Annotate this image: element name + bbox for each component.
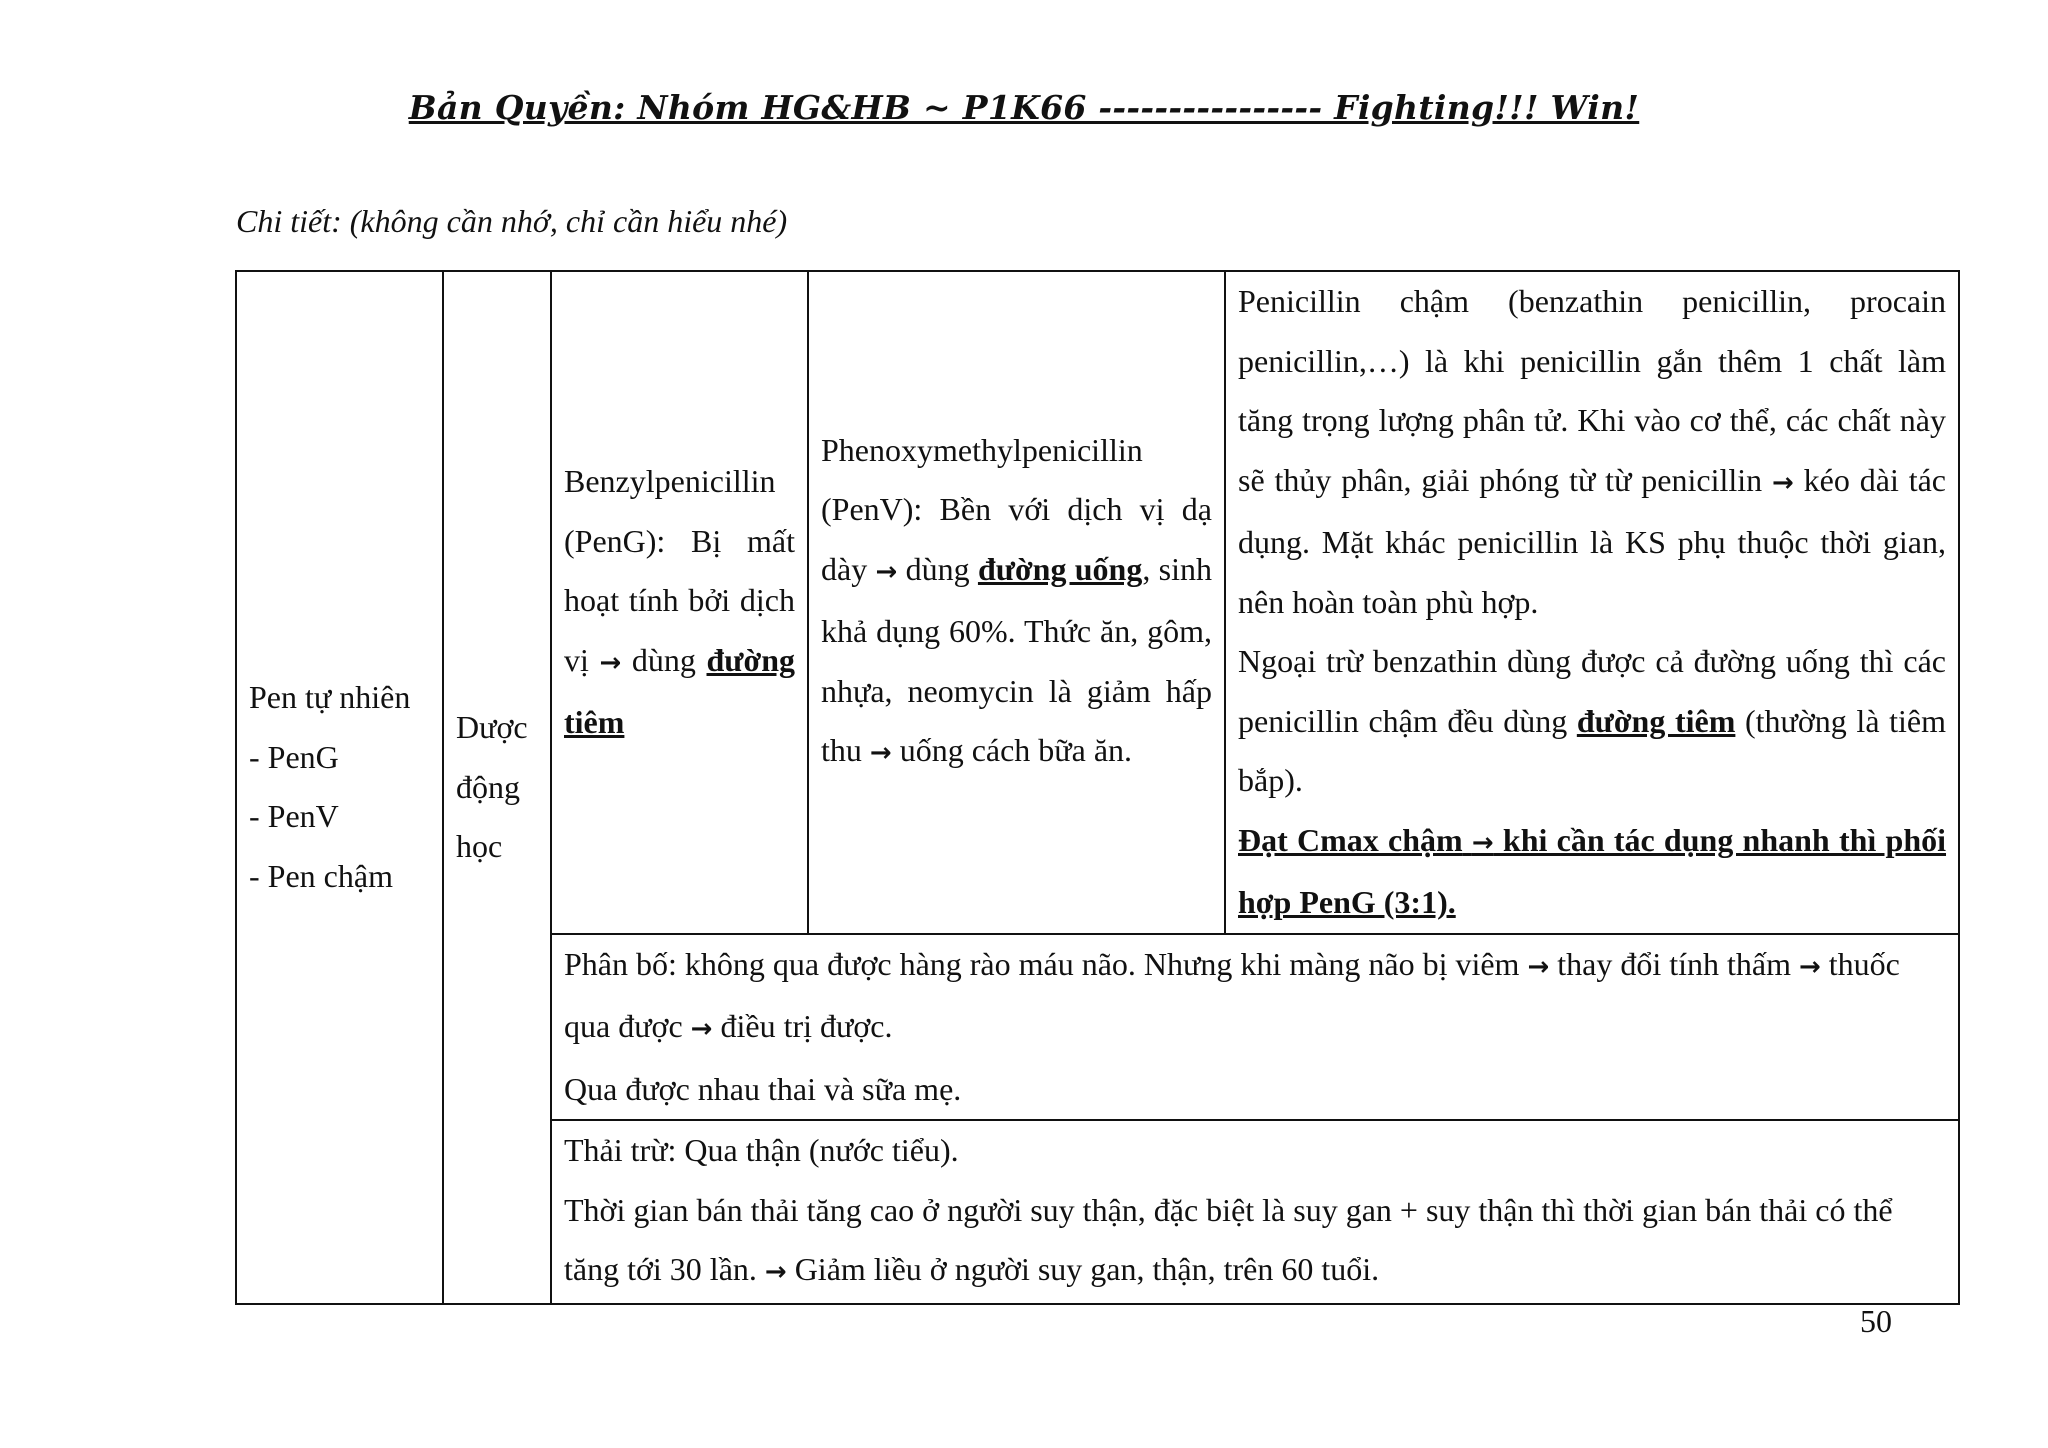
arrow-icon: →: [599, 647, 622, 678]
slow-pen-p3a: Đạt Cmax chậm: [1238, 821, 1463, 858]
slow-pen-cell: [1225, 271, 1959, 934]
slow-pen-paragraph: [1238, 272, 1946, 632]
peng-cell: [551, 271, 808, 934]
intro-note: Chi tiết: (không cần nhớ, chỉ cần hiểu nhé): [236, 203, 788, 239]
penv-cell: [808, 271, 1225, 934]
arrow-icon: →: [1471, 827, 1494, 858]
distribution-a: Phân bố: không qua được hàng rào máu não. Nhưng khi màng não bị viêm: [564, 945, 1520, 982]
slow-pen-p2-end: (thường là tiêm bắp).: [1238, 702, 1947, 798]
slow-pen-p2-emphasis: đường tiêm: [1576, 702, 1736, 739]
slow-pen-p3b: khi cần tác dụng nhanh thì phối hợp PenG (3:1).: [1238, 821, 1947, 920]
excretion-title: Thải trừ: Qua thận (nước tiểu).: [564, 1132, 959, 1168]
drug-group-title: Pen tự nhiên: [249, 679, 411, 716]
excretion-cell: [551, 1120, 1959, 1304]
penv-text: Phenoxymethylpenicillin (PenV): Bền với dịch vị dạ dày: [821, 431, 1212, 587]
table-row: [236, 271, 1959, 934]
peng-text-after: dùng: [621, 641, 707, 678]
penv-text-after: dùng: [897, 550, 978, 587]
arrow-icon: →: [1798, 951, 1821, 982]
section-label-cell: Dược động học: [443, 271, 551, 1304]
drug-group-item: - PenG: [249, 738, 339, 775]
slow-pen-p1-end: kéo dài tác dụng. Mặt khác penicillin là KS phụ thuộc thời gian, nên hoàn toàn phù hợp.: [1238, 461, 1947, 620]
slow-pen-paragraph: [1238, 632, 1946, 811]
excretion-paragraph: [564, 1181, 1946, 1303]
arrow-icon: →: [1772, 467, 1794, 498]
peng-text: Benzylpenicillin (PenG): Bị mất hoạt tính bởi dịch vị: [564, 463, 795, 678]
arrow-icon: →: [690, 1014, 713, 1044]
page-number: 50: [1860, 1303, 1892, 1339]
distribution-cell: [551, 934, 1959, 1121]
penv-emphasis: đường uống: [977, 550, 1143, 587]
penv-text-end: uống cách bữa ăn.: [891, 732, 1133, 769]
arrow-icon: →: [1527, 951, 1550, 982]
penv-text-rest: , sinh khả dụng 60%. Thức ăn, gôm, nhựa, neomycin là giảm hấp thu: [821, 550, 1213, 769]
excretion-c: Giảm liều ở người suy gan, thận, trên 60 tuổi.: [786, 1251, 1380, 1287]
drug-group-item: - Pen chậm: [249, 857, 393, 894]
page-header: Bản Quyền: Nhóm HG&HB ~ P1K66 ---------------- Fighting!!! Win!: [408, 88, 1640, 127]
distribution-c: thuốc qua được: [564, 945, 1900, 1044]
peng-emphasis: đường tiêm: [564, 641, 796, 740]
slow-pen-conclusion: [1238, 811, 1946, 933]
slow-pen-p1: Penicillin chậm (benzathin penicillin, procain penicillin,…) là khi penicillin gắn thêm 1 chất làm tăng trọng lượng phân tử. Khi vào cơ thể, các chất này sẽ thủy phân, giải phóng từ từ penicillin: [1238, 283, 1946, 498]
distribution-note: Qua được nhau thai và sữa mẹ.: [564, 1070, 962, 1107]
distribution-b: thay đổi tính thấm: [1549, 945, 1791, 982]
slow-pen-p2: Ngoại trừ benzathin dùng được cả đường uống thì các penicillin chậm đều dùng: [1238, 643, 1946, 739]
arrow-icon: →: [869, 738, 892, 769]
distribution-paragraph: [564, 935, 1946, 1060]
drug-group-cell: [236, 271, 443, 1304]
excretion-b: Thời gian bán thải tăng cao ở người suy thận, đặc biệt là suy gan + suy thận thì thời gian bán thải có thể tăng tới 30 lần.: [564, 1191, 1893, 1287]
pharmacokinetics-table: [235, 270, 1960, 1305]
drug-group-item: - PenV: [249, 798, 339, 835]
arrow-icon: →: [875, 556, 898, 587]
arrow-icon: →: [764, 1257, 787, 1287]
distribution-d: điều trị được.: [712, 1008, 893, 1044]
